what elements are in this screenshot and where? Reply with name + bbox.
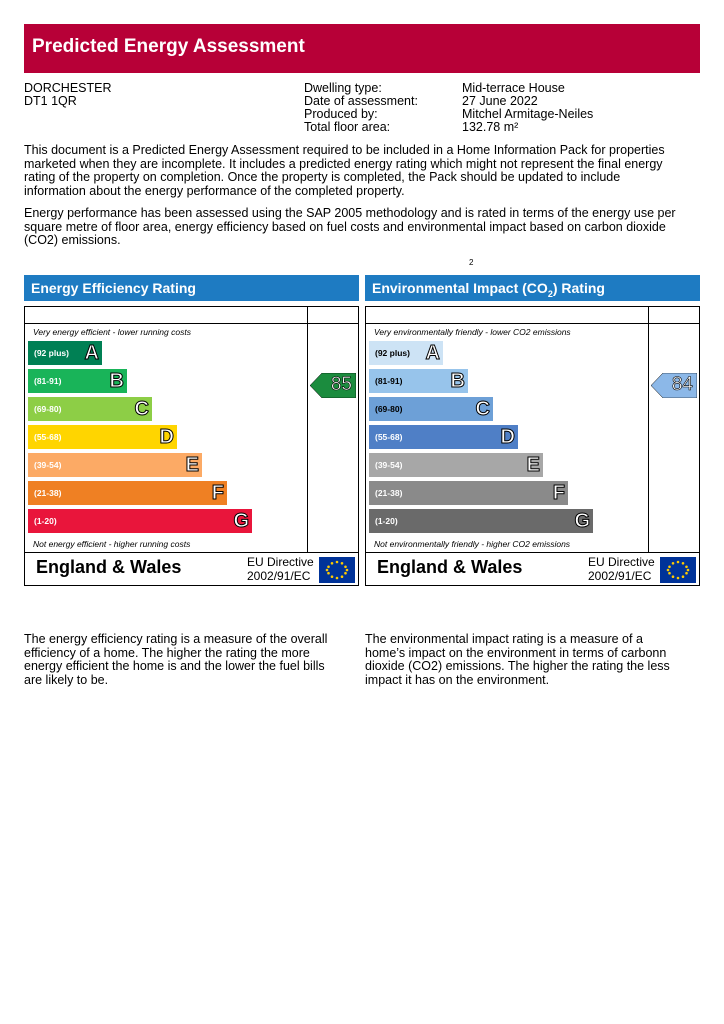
band-b [28,369,127,393]
page-header [24,24,700,73]
band-letter: A [425,342,440,364]
env-title-post: ) Rating [552,280,605,296]
band-range: (55-68) [375,432,403,442]
detail-label: Produced by: [304,107,378,121]
energy-rating-panel [24,306,359,586]
divider [25,552,358,553]
band-letter: B [450,370,465,392]
band-letter: G [233,510,249,532]
band-f [369,481,568,505]
band-a [28,341,102,365]
band-letter: A [84,342,99,364]
band-e [369,453,543,477]
bottom-caption: Not environmentally friendly - higher CO2 emissions [374,539,571,549]
environment-rating-panel [365,306,700,586]
band-b [369,369,468,393]
detail-value: Mitchel Armitage-Neiles [462,107,594,121]
column-divider [307,307,308,553]
top-caption: Very environmentally friendly - lower CO2 emissions [374,327,571,337]
address-block [24,82,112,108]
page-number: 2 [469,258,474,267]
current-rating-pointer [310,373,356,398]
detail-label: Dwelling type: [304,81,382,95]
band-letter: B [109,370,124,392]
property-details [304,82,593,134]
band-range: (1-20) [34,516,57,526]
eu-directive-line-2: 2002/91/EC [247,569,311,583]
env-title-pre: Environmental Impact (CO [372,280,548,296]
address-line-2: DT1 1QR [24,94,77,108]
environment-panel-title [365,275,700,301]
band-g [28,509,252,533]
eu-directive [247,555,314,583]
energy-description: The energy efficiency rating is a measure of the overall efficiency of a home. The higher the rating the more energy efficient the home is and the lower the fuel bills are likely to be. [24,632,328,687]
detail-row [304,121,593,134]
band-range: (69-80) [375,404,403,414]
top-caption: Very energy efficient - lower running costs [33,327,191,337]
band-f [28,481,227,505]
eu-directive [588,555,655,583]
band-letter: E [526,454,540,476]
env-title-sub: 2 [547,288,553,299]
band-letter: F [211,482,224,504]
eu-flag-icon [660,557,696,583]
band-c [28,397,152,421]
band-letter: G [574,510,590,532]
band-c [369,397,493,421]
band-range: (69-80) [34,404,62,414]
band-range: (21-38) [34,488,62,498]
detail-label: Total floor area: [304,120,391,134]
band-range: (92 plus) [34,348,69,358]
detail-value: 132.78 m² [462,120,519,134]
intro-paragraph: This document is a Predicted Energy Assessment required to be included in a Home Information Pack for properties marketed when they are incomplete. It includes a predicted energy rating which might not represent the final energy rating of the property on completion. Once the property is completed, the Pack should be updated to include information about the energy performance of the completed property. [24,143,665,198]
current-rating-pointer [651,373,697,398]
band-letter: E [185,454,199,476]
band-letter: C [475,398,490,420]
eu-directive-line-1: EU Directive [588,555,655,569]
bottom-caption: Not energy efficient - higher running costs [33,539,191,549]
band-range: (39-54) [375,460,403,470]
energy-panel-title: Energy Efficiency Rating [24,275,359,301]
eu-directive-line-2: 2002/91/EC [588,569,652,583]
detail-label: Date of assessment: [304,94,418,108]
band-d [28,425,177,449]
band-range: (21-38) [375,488,403,498]
detail-value: 27 June 2022 [462,94,538,108]
page-title: Predicted Energy Assessment [32,36,305,57]
band-range: (1-20) [375,516,398,526]
band-range: (81-91) [34,376,62,386]
band-range: (81-91) [375,376,403,386]
band-d [369,425,518,449]
current-rating-value: 84 [671,374,693,395]
band-letter: F [552,482,565,504]
divider [366,323,699,324]
column-divider [648,307,649,553]
band-range: (39-54) [34,460,62,470]
region-label: England & Wales [377,557,523,577]
eu-directive-line-1: EU Directive [247,555,314,569]
eu-flag-icon [319,557,355,583]
detail-value: Mid-terrace House [462,81,565,95]
divider [366,552,699,553]
band-range: (92 plus) [375,348,410,358]
band-e [28,453,202,477]
band-letter: D [500,426,515,448]
band-a [369,341,443,365]
band-letter: D [159,426,174,448]
band-range: (55-68) [34,432,62,442]
band-g [369,509,593,533]
divider [25,323,358,324]
address-line-1: DORCHESTER [24,81,112,95]
environment-description: The environmental impact rating is a measure of a home’s impact on the environment in terms of carbonn dioxide (CO2) emissions. The higher the rating the less impact it has on the environment. [365,632,670,687]
current-rating-value: 85 [330,374,352,395]
methodology-paragraph: Energy performance has been assessed using the SAP 2005 methodology and is rated in terms of the energy use per square metre of floor area, energy efficiency based on fuel costs and environmental impact based on carbon dioxide (CO2) emissions. [24,206,676,247]
region-label: England & Wales [36,557,182,577]
band-letter: C [134,398,149,420]
